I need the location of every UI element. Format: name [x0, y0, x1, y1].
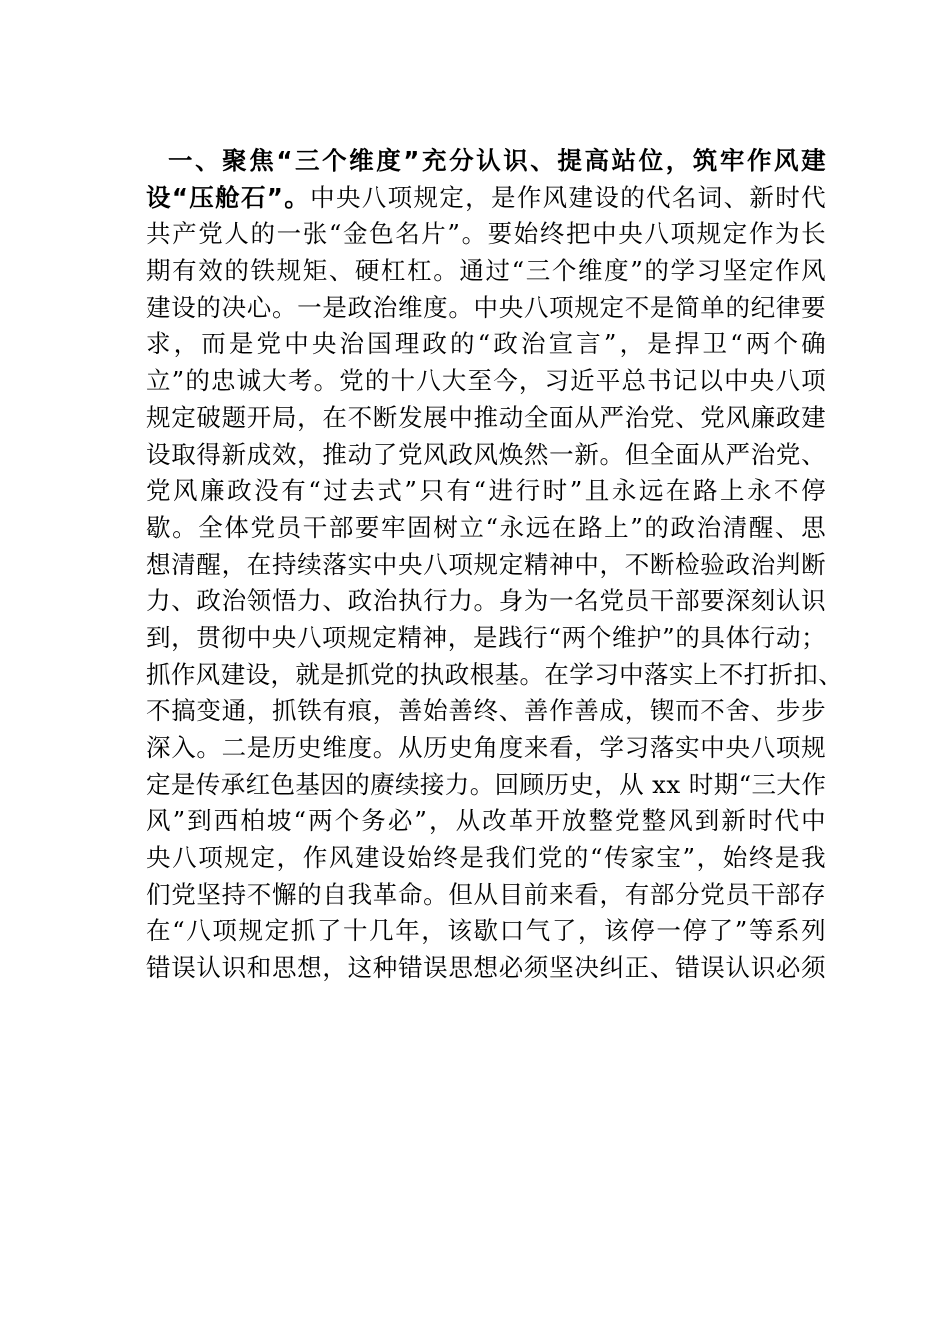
paragraph-line: 们党坚持不懈的自我革命。但从目前来看，有部分党员干部存 — [146, 879, 826, 909]
section-heading-tail: 设“压舱石”。 — [146, 182, 311, 212]
paragraph-line: 建设的决心。一是政治维度。中央八项规定不是简单的纪律要 — [146, 292, 826, 322]
paragraph-line: 错误认识和思想，这种错误思想必须坚决纠正、错误认识必须 — [146, 953, 826, 983]
paragraph-line: 抓作风建设，就是抓党的执政根基。在学习中落实上不打折扣、 — [146, 659, 844, 689]
section-heading-line: 一、聚焦“三个维度”充分认识、提高站位，筑牢作风建 — [168, 146, 826, 175]
paragraph-line: 深入。二是历史维度。从历史角度来看，学习落实中央八项规 — [146, 733, 826, 762]
paragraph-line: 立”的忠诚大考。党的十八大至今，习近平总书记以中央八项 — [146, 366, 826, 396]
paragraph-line: 风”到西柏坡“两个务必”，从改革开放整党整风到新时代中 — [146, 806, 826, 836]
paragraph-line: 求，而是党中央治国理政的“政治宣言”，是捍卫“两个确 — [146, 329, 826, 359]
paragraph-text: 中央八项规定，是作风建设的代名词、新时代 — [310, 182, 826, 212]
paragraph-line: 力、政治领悟力、政治执行力。身为一名党员干部要深刻认识 — [146, 586, 826, 616]
paragraph-line: 共产党人的一张“金色名片”。要始终把中央八项规定作为长 — [146, 219, 826, 249]
paragraph-line: 想清醒，在持续落实中央八项规定精神中，不断检验政治判断 — [146, 549, 826, 579]
paragraph — [146, 216, 844, 986]
section-heading-continuation — [146, 180, 826, 217]
paragraph-line: 党风廉政没有“过去式”只有“进行时”且永远在路上永不停 — [146, 476, 826, 506]
paragraph-line: 在“八项规定抓了十几年，该歇口气了，该停一停了”等系列 — [146, 916, 826, 946]
paragraph-line: 不搞变通，抓铁有痕，善始善终、善作善成，锲而不舍、步步 — [146, 696, 826, 726]
paragraph-line: 歇。全体党员干部要牢固树立“永远在路上”的政治清醒、思 — [146, 512, 826, 542]
paragraph-line: 规定破题开局，在不断发展中推动全面从严治党、党风廉政建 — [146, 402, 826, 432]
document-body — [146, 143, 844, 987]
paragraph-line: 到，贯彻中央八项规定精神，是践行“两个维护”的具体行动； — [146, 622, 826, 652]
paragraph-line: 期有效的铁规矩、硬杠杠。通过“三个维度”的学习坚定作风 — [146, 256, 826, 286]
paragraph-line: 设取得新成效，推动了党风政风焕然一新。但全面从严治党、 — [146, 439, 826, 469]
paragraph-line: 央八项规定，作风建设始终是我们党的“传家宝”，始终是我 — [146, 843, 826, 873]
paragraph-line: 定是传承红色基因的赓续接力。回顾历史，从 xx 时期“三大作 — [146, 769, 827, 799]
